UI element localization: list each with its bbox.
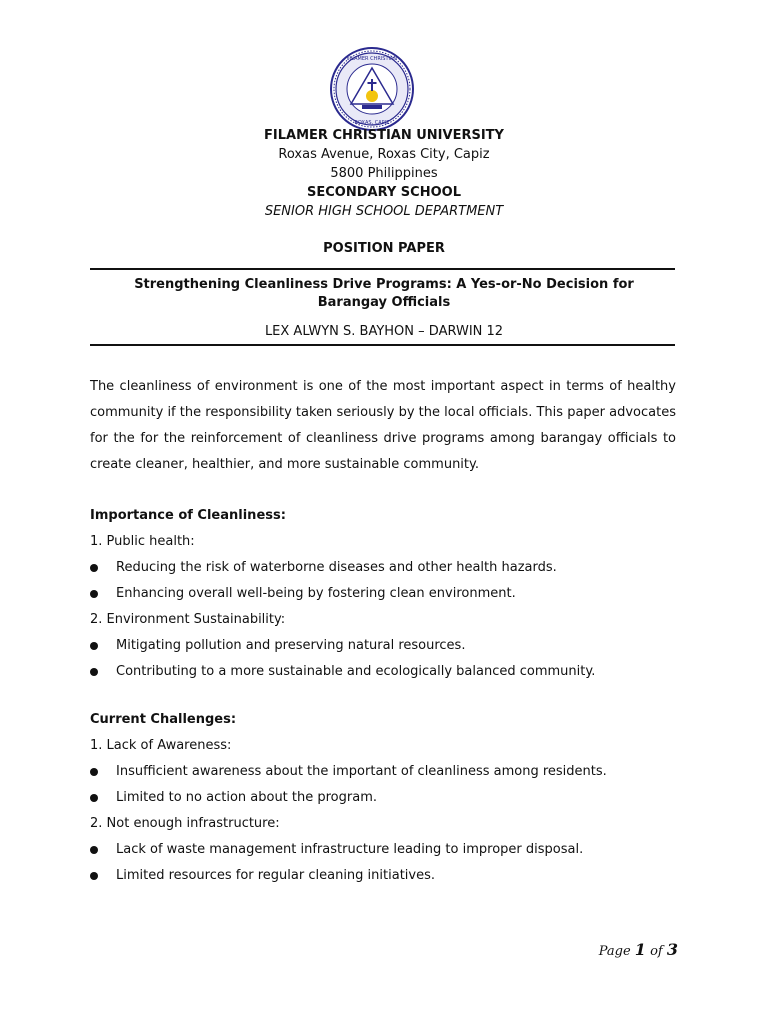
importance-section — [90, 503, 690, 685]
school-name: SECONDARY SCHOOL — [307, 185, 461, 200]
department-name: SENIOR HIGH SCHOOL DEPARTMENT — [264, 204, 504, 219]
list-item: Mitigating pollution and preserving natural resources. — [90, 633, 690, 659]
svg-text:FILAMER CHRISTIAN: FILAMER CHRISTIAN — [346, 56, 398, 62]
challenges-item-2: 2. Not enough infrastructure: — [90, 816, 280, 831]
university-name: FILAMER CHRISTIAN UNIVERSITY — [264, 128, 504, 143]
list-item: Lack of waste management infrastructure leading to improper disposal. — [90, 837, 690, 863]
bullet-icon — [90, 768, 98, 776]
list-item: Enhancing overall well-being by fostering clean environment. — [90, 581, 690, 607]
bullet-icon — [90, 846, 98, 854]
bullet-icon — [90, 564, 98, 572]
page-number: Page 1 of 3 — [598, 940, 678, 959]
importance-item-1: 1. Public health: — [90, 534, 195, 549]
list-item: Limited resources for regular cleaning initiatives. — [90, 863, 690, 889]
top-divider — [90, 268, 675, 270]
challenges-item-1: 1. Lack of Awareness: — [90, 738, 232, 753]
challenges-heading: Current Challenges: — [90, 712, 237, 727]
intro-paragraph: The cleanliness of environment is one of the most important aspect in terms of healthy community if the responsibility taken seriously by the local officials. This paper advocates for the for the reinforcement of cleanliness drive programs among barangay officials to create cleaner, healthier, and more sustainable community. — [90, 379, 676, 472]
importance-item-2: 2. Environment Sustainability: — [90, 612, 286, 627]
document-type: POSITION PAPER — [323, 241, 445, 256]
university-seal-logo — [329, 46, 415, 132]
paper-author: LEX ALWYN S. BAYHON – DARWIN 12 — [264, 324, 504, 339]
bullet-icon — [90, 668, 98, 676]
bullet-icon — [90, 794, 98, 802]
bottom-divider — [90, 344, 675, 346]
address-line-2: 5800 Philippines — [330, 166, 438, 181]
address-line-1: Roxas Avenue, Roxas City, Capiz — [278, 147, 490, 162]
list-item: Contributing to a more sustainable and ecologically balanced community. — [90, 659, 690, 685]
svg-text:ROXAS, CAPIZ: ROXAS, CAPIZ — [354, 120, 390, 126]
list-item: Insufficient awareness about the important of cleanliness among residents. — [90, 759, 690, 785]
list-item: Limited to no action about the program. — [90, 785, 690, 811]
challenges-section — [90, 707, 690, 889]
bullet-icon — [90, 642, 98, 650]
bullet-icon — [90, 872, 98, 880]
bullet-icon — [90, 590, 98, 598]
paper-title: Strengthening Cleanliness Drive Programs: A Yes-or-No Decision for Barangay Officials — [134, 277, 634, 310]
list-item: Reducing the risk of waterborne diseases and other health hazards. — [90, 555, 690, 581]
importance-heading: Importance of Cleanliness: — [90, 508, 286, 523]
